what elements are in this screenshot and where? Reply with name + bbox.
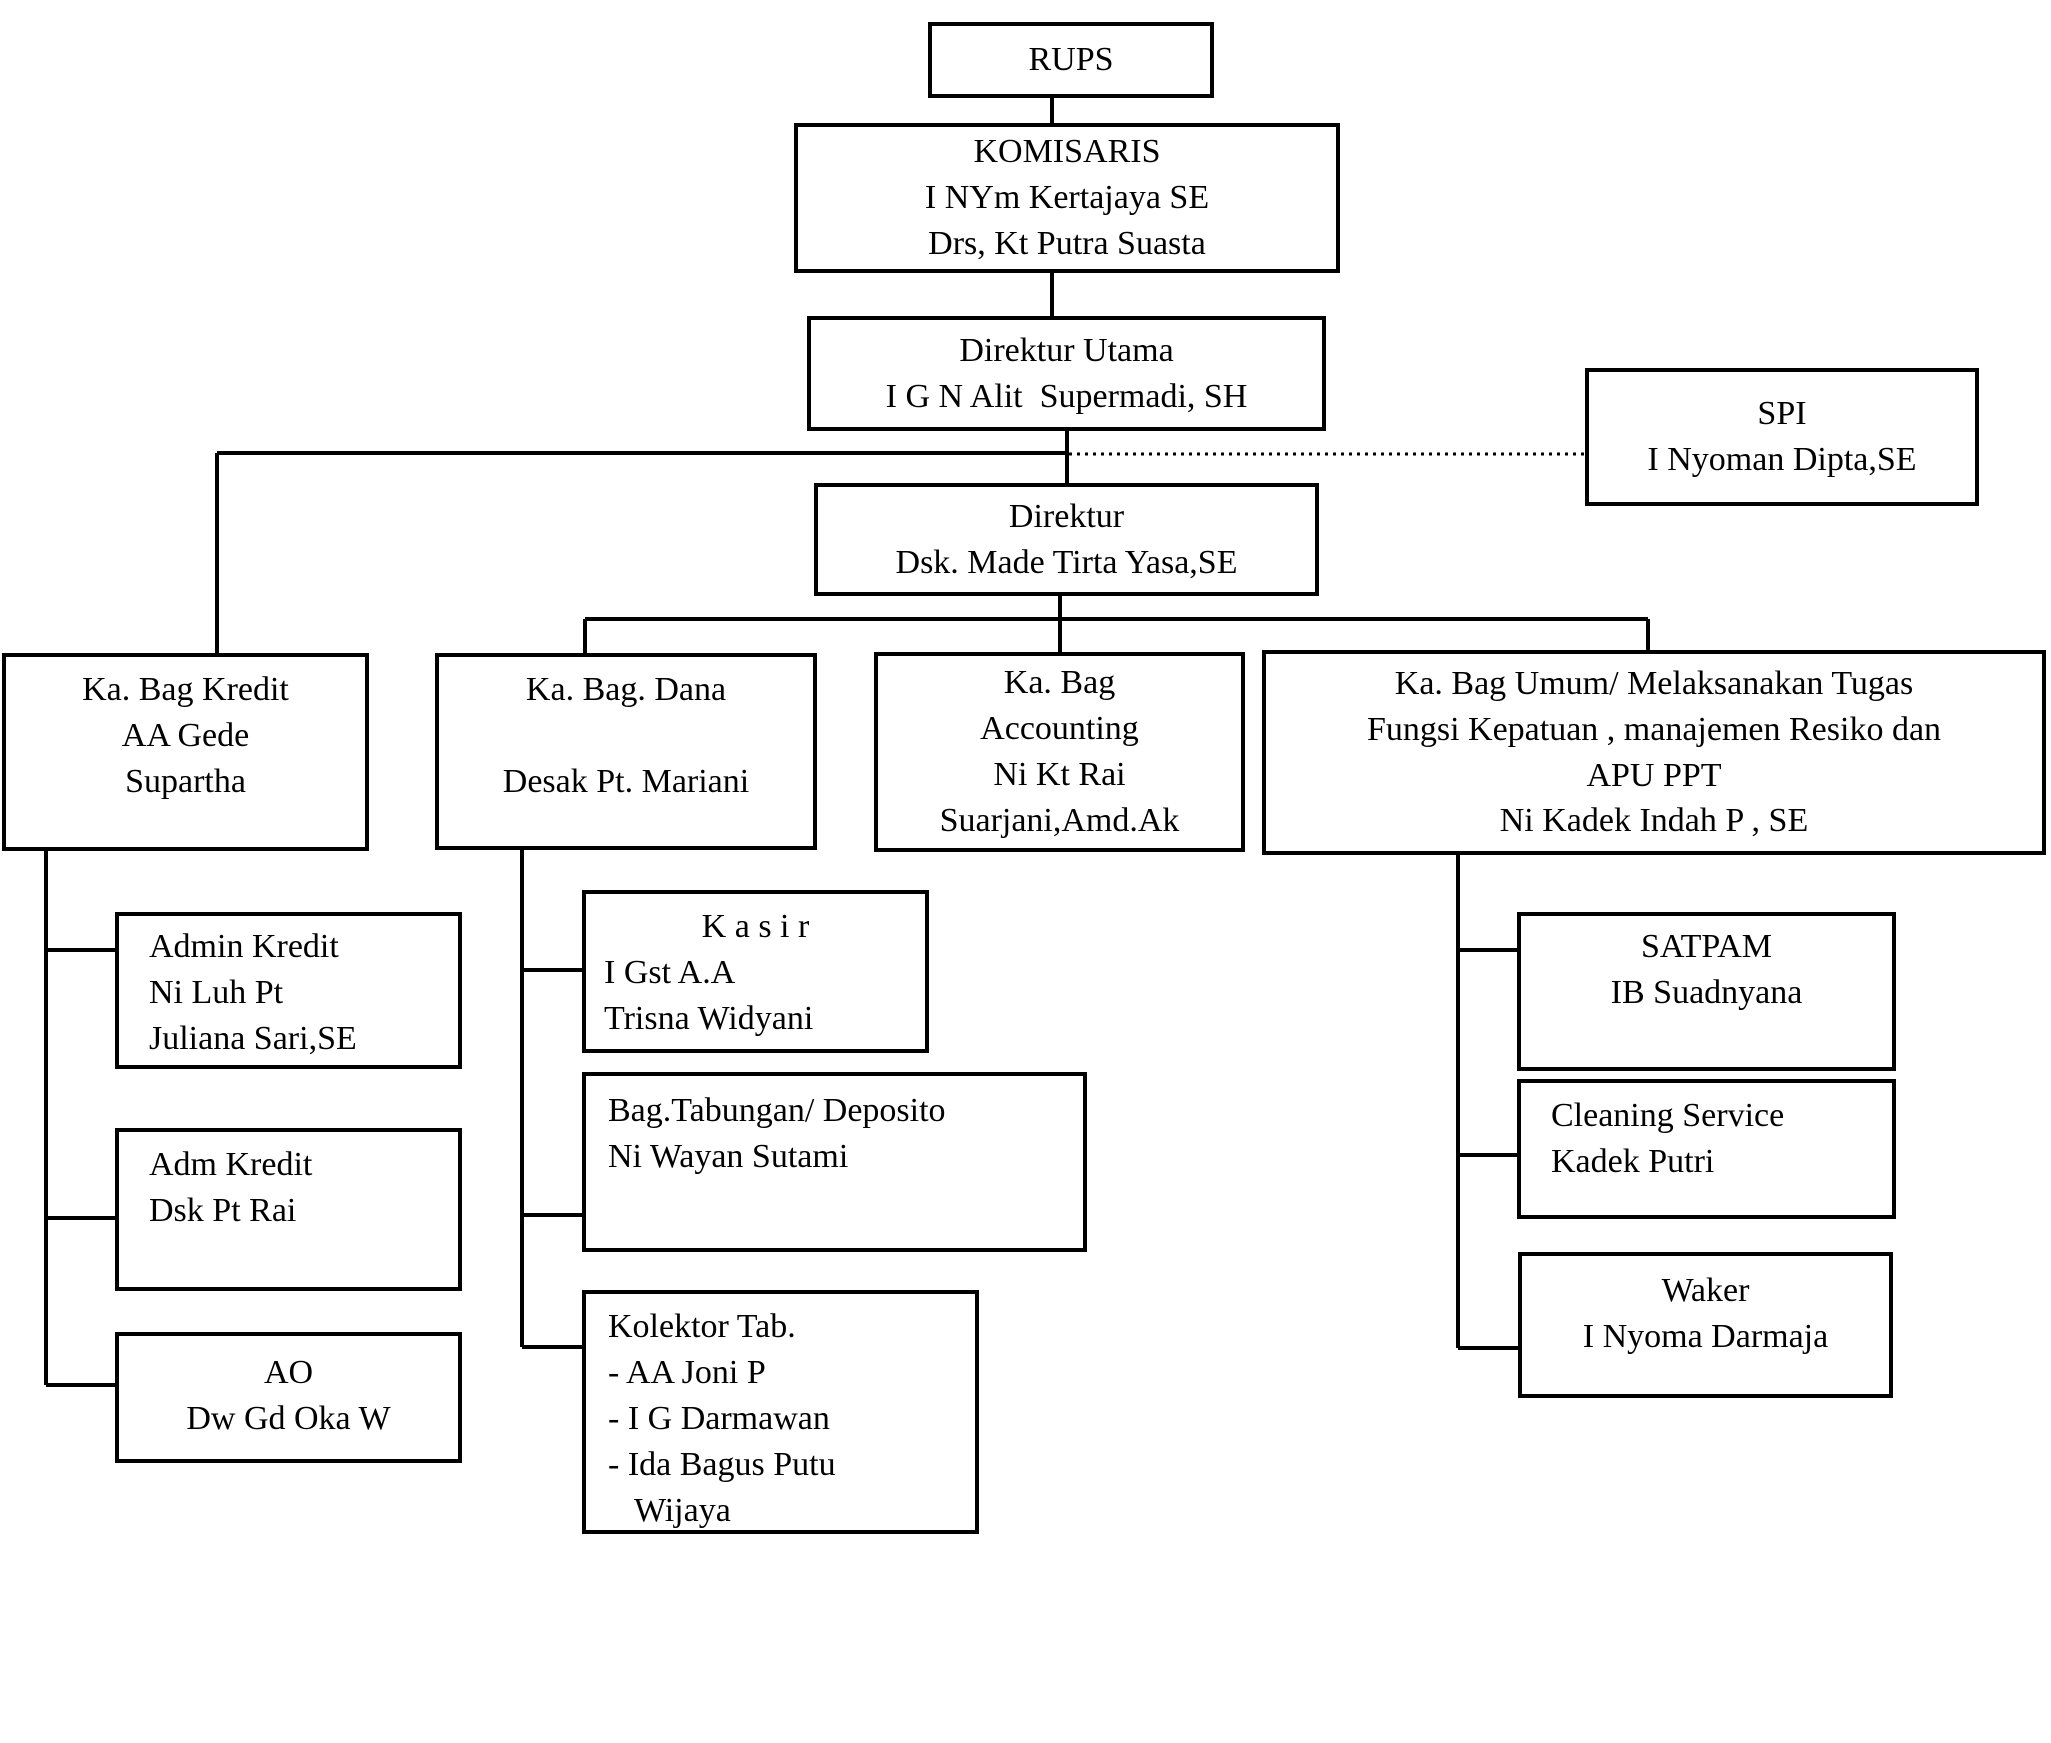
node-line: Ka. Bag Umum/ Melaksanakan Tugas [1394,664,1914,702]
node-line: Dsk. Made Tirta Yasa,SE [895,543,1238,581]
node-line: Direktur [1008,497,1125,535]
node-line: Accounting [980,710,1139,748]
node-line: Kadek Putri [1551,1142,1715,1180]
node-direktur-utama [807,316,1326,431]
node-line: RUPS [1028,41,1114,79]
node-line: Kolektor Tab. [608,1308,796,1345]
node-line: AA Gede [121,716,250,754]
node-line: Adm Kredit [149,1146,313,1183]
node-line: Direktur Utama [959,331,1174,369]
node-spi [1585,368,1979,506]
node-line: I Gst A.A [604,953,736,991]
node-line: Fungsi Kepatuan , manajemen Resiko dan [1366,710,1942,748]
node-ka-bag-dana [435,653,817,850]
node-line: I Nyoma Darmaja [1582,1317,1829,1355]
node-waker [1518,1252,1893,1398]
node-line: Suarjani,Amd.Ak [939,801,1180,839]
node-line: - Ida Bagus Putu [608,1445,836,1483]
node-line: KOMISARIS [973,133,1161,171]
node-line: AO [263,1354,314,1391]
node-line: Waker [1661,1272,1750,1309]
node-line: Desak Pt. Mariani [502,762,750,800]
node-line: SATPAM [1640,928,1773,965]
node-line: - AA Joni P [608,1353,766,1391]
node-ka-bag-accounting [874,652,1245,852]
node-line: Ni Luh Pt [149,973,284,1011]
node-kolektor-tab [582,1290,979,1534]
node-direktur [814,483,1319,596]
node-line: K a s i r [701,908,810,945]
node-ka-bag-kredit [2,653,369,851]
node-line: Admin Kredit [149,928,339,965]
node-line: Wijaya [634,1491,731,1529]
node-line: Ka. Bag. Dana [525,671,727,708]
node-line: Ni Kadek Indah P , SE [1499,802,1809,840]
node-line: Trisna Widyani [604,999,814,1037]
node-komisaris [794,123,1340,273]
node-line: I Nyoman Dipta,SE [1647,441,1917,478]
node-line: APU PPT [1586,756,1722,794]
node-line: Ka. Bag [1003,664,1116,702]
node-ka-bag-umum [1262,650,2046,855]
node-line: I G N Alit Supermadi, SH [885,377,1248,415]
node-line: Dsk Pt Rai [149,1191,297,1229]
node-line: Dw Gd Oka W [186,1399,391,1437]
node-line: Drs, Kt Putra Suasta [928,224,1206,262]
node-line: Ni Kt Rai [993,756,1126,793]
node-admin-kredit [115,912,462,1069]
node-line: Cleaning Service [1551,1097,1785,1134]
node-line: - I G Darmawan [608,1399,830,1437]
node-line: Ni Wayan Sutami [608,1137,849,1175]
node-line: Juliana Sari,SE [149,1019,357,1057]
node-line: Ka. Bag Kredit [82,671,289,708]
node-line: Bag.Tabungan/ Deposito [608,1092,946,1129]
node-adm-kredit [115,1128,462,1291]
node-tabungan-deposito [582,1072,1087,1252]
node-line: SPI [1757,395,1807,433]
node-kasir [582,890,929,1053]
node-ao [115,1332,462,1463]
node-line: I NYm Kertajaya SE [924,179,1210,217]
node-line: IB Suadnyana [1610,973,1803,1011]
node-cleaning-service [1517,1079,1896,1219]
node-rups [928,22,1214,98]
node-line: Supartha [125,762,246,800]
node-satpam [1517,912,1896,1071]
